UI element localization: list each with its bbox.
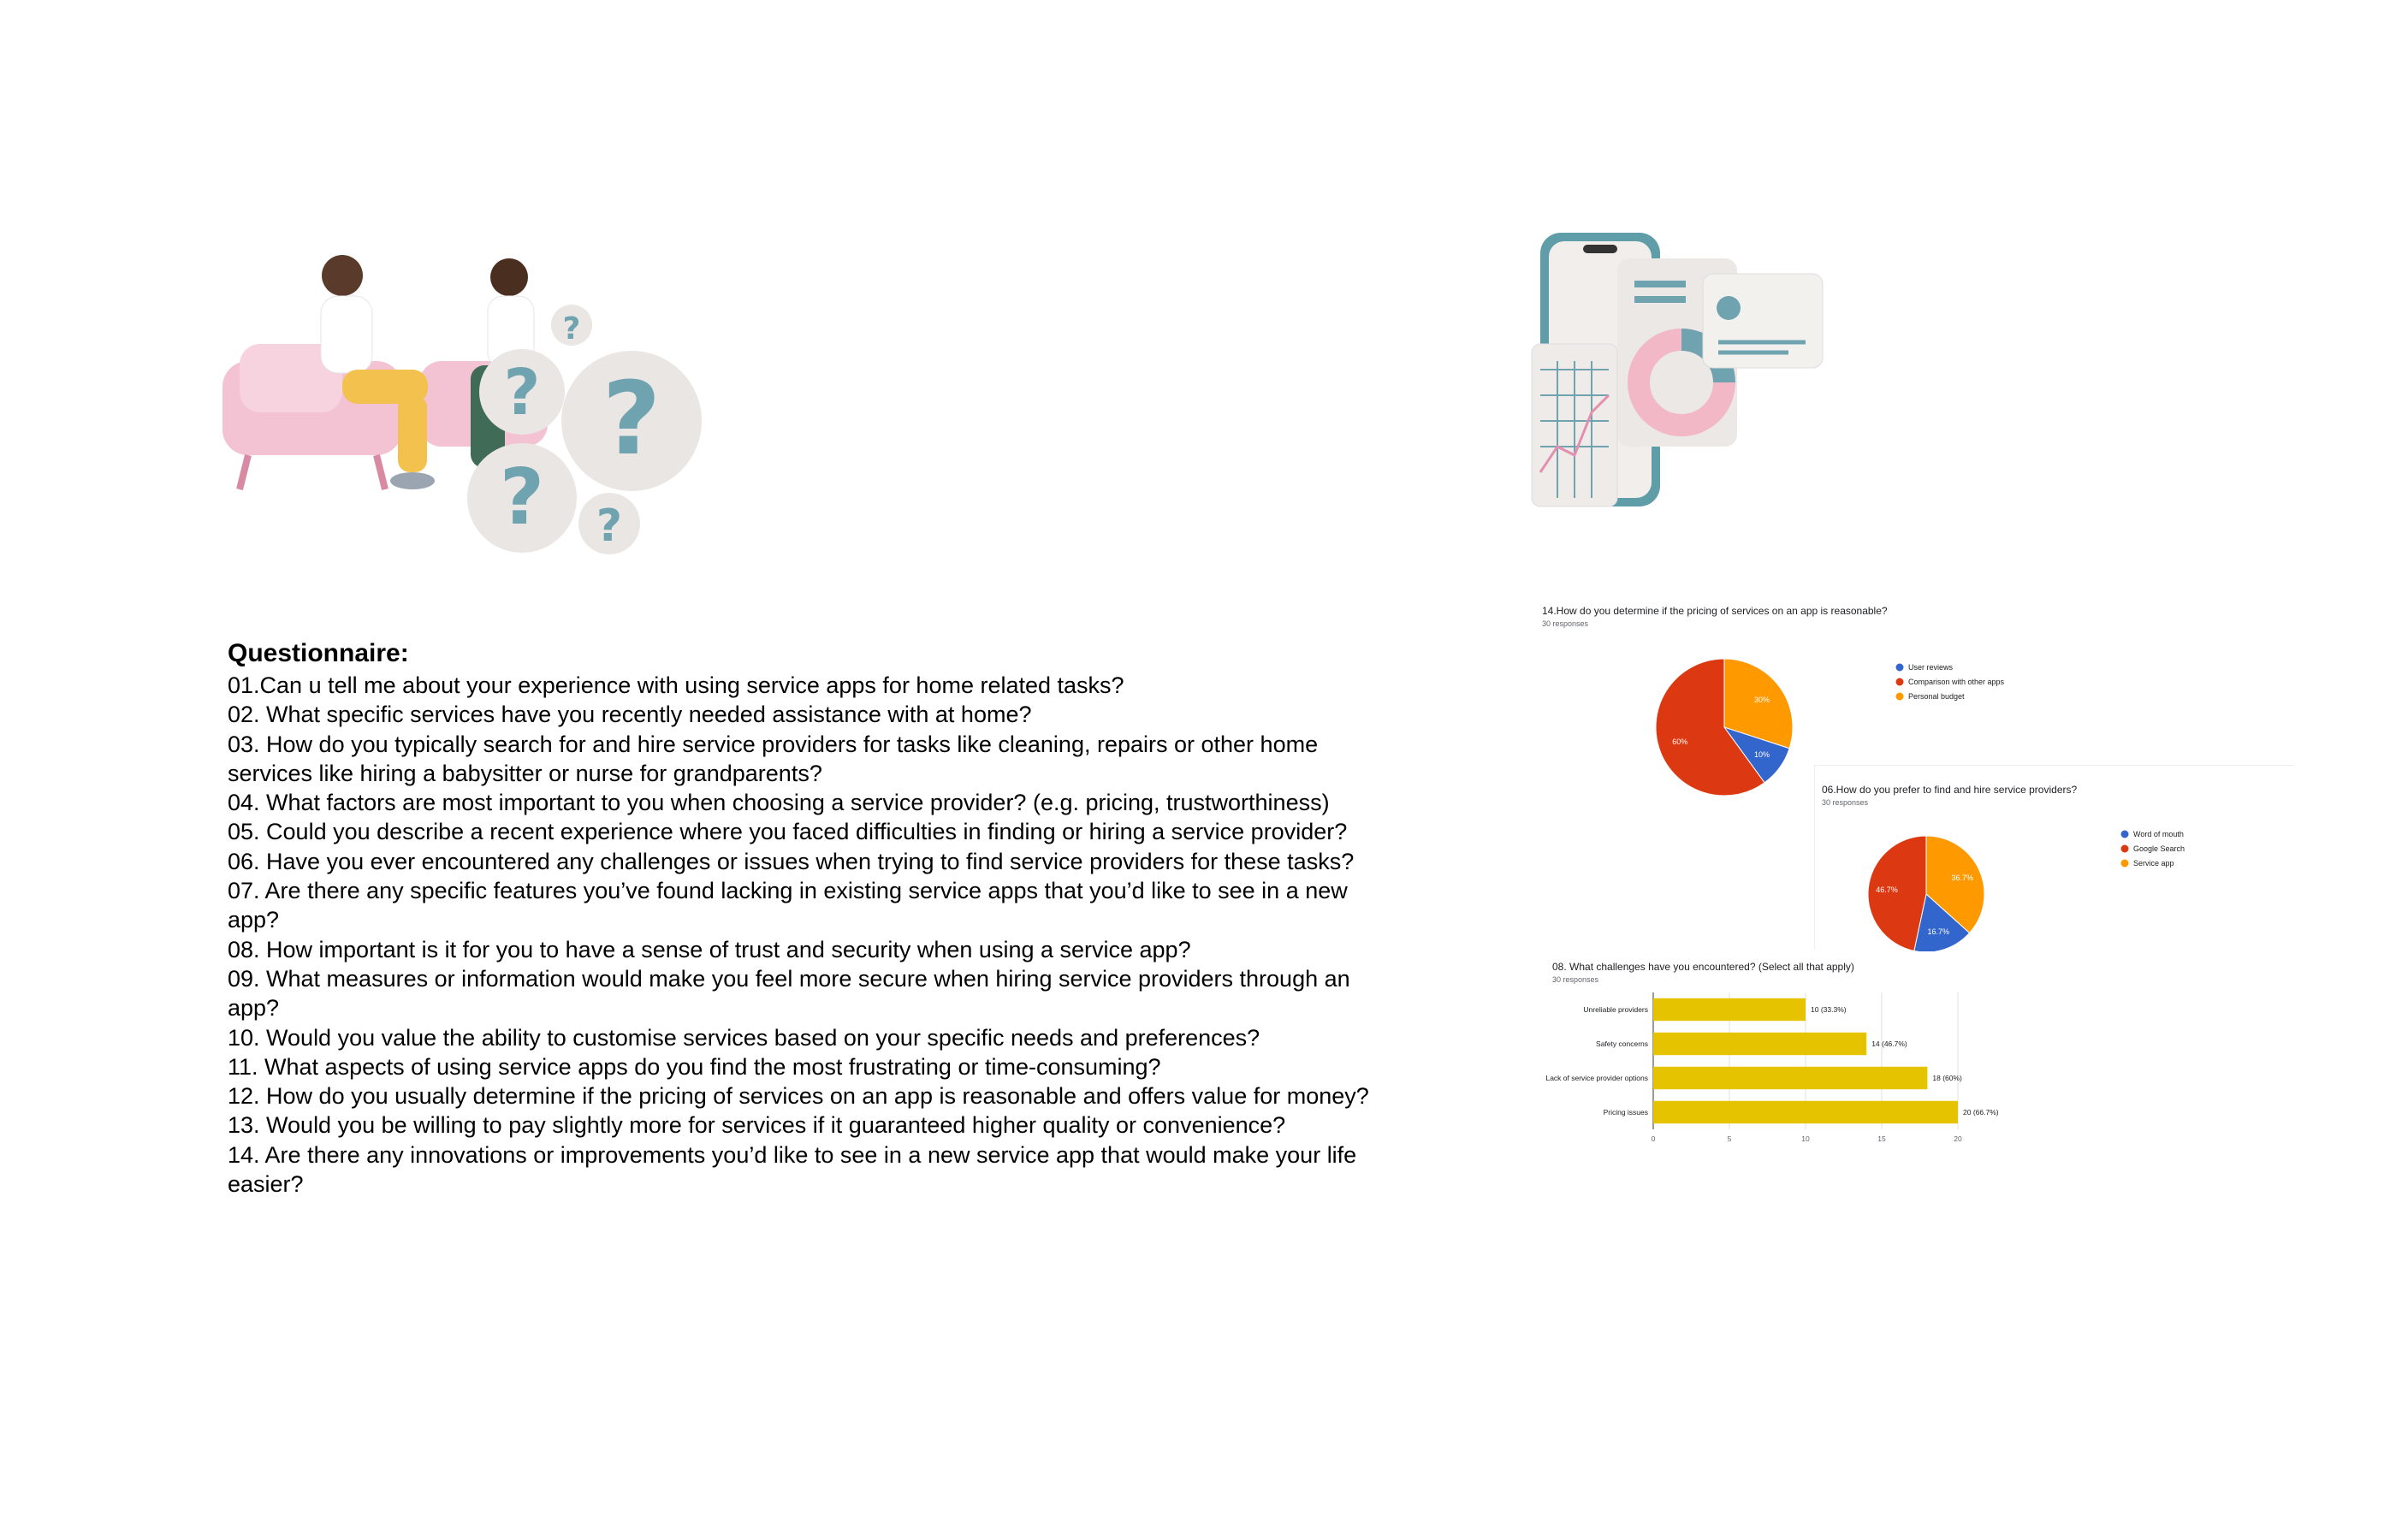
svg-text:?: ? (562, 311, 581, 346)
question-line: 02. What specific services have you recently needed assistance with at home? (228, 702, 1032, 728)
question-line: 01.Can u tell me about your experience with using service apps for home related tasks? (228, 672, 1124, 698)
chair-leg (377, 455, 385, 489)
question-line: services like hiring a babysitter or nurse for grandparents? (228, 760, 822, 786)
slice-label: 16.7% (1927, 927, 1950, 936)
person-left-head (322, 255, 363, 296)
question-line: 14. Are there any innovations or improvements you’d like to see in a new service app that would make your life (228, 1141, 1357, 1168)
legend-swatch (1896, 664, 1904, 672)
question-line: 12. How do you usually determine if the pricing of services on an app is reasonable and offers value for money? (228, 1083, 1369, 1110)
category-label: Pricing issues (1603, 1108, 1648, 1116)
person-left-leg (398, 395, 427, 472)
legend-label: Google Search (2133, 844, 2185, 853)
phone-analytics-illustration (1523, 224, 1831, 520)
svg-text:?: ? (503, 356, 541, 429)
question-line: 08. How important is it for you to have a sense of trust and security when using a service app? (228, 936, 1191, 962)
x-tick-label: 20 (1954, 1134, 1962, 1143)
chart-subtitle: 30 responses (1542, 619, 1589, 628)
bar-value-label: 20 (66.7%) (1963, 1108, 1999, 1116)
phone-notch (1583, 245, 1617, 253)
question-bubble-tiny (551, 305, 592, 346)
slice-label: 36.7% (1951, 874, 1974, 883)
x-tick-label: 0 (1651, 1134, 1656, 1143)
x-tick-label: 15 (1877, 1134, 1886, 1143)
category-label: Unreliable providers (1583, 1005, 1648, 1014)
bar (1653, 1033, 1866, 1055)
slice-label: 60% (1672, 737, 1688, 746)
avatar-icon (1717, 296, 1741, 320)
chart-title: 08. What challenges have you encountered? (Select all that apply) (1552, 961, 1854, 973)
legend-swatch (1896, 693, 1904, 701)
x-tick-label: 5 (1727, 1134, 1732, 1143)
challenges-bar-chart (1540, 951, 1999, 1144)
person-left-shoe (390, 472, 435, 489)
bar-value-label: 10 (33.3%) (1811, 1005, 1847, 1014)
svg-text:?: ? (602, 359, 661, 477)
svg-text:?: ? (596, 500, 623, 552)
chart-subtitle: 30 responses (1552, 975, 1599, 984)
question-bubble-bottom (467, 443, 577, 553)
phone-illustration-svg (1523, 224, 1831, 520)
legend-label: Word of mouth (2133, 830, 2184, 838)
question-line: 03. How do you typically search for and hire service providers for tasks like cleaning, repairs or other home (228, 731, 1319, 757)
legend-label: Comparison with other apps (1908, 678, 2005, 686)
legend-label: Personal budget (1908, 692, 1965, 701)
category-label: Lack of service provider options (1545, 1074, 1648, 1082)
questionnaire-list (228, 671, 1443, 1199)
chart-title: 14.How do you determine if the pricing of services on an app is reasonable? (1542, 605, 1888, 617)
question-line: 05. Could you describe a recent experience where you faced difficulties in finding or hiring a service provider? (228, 819, 1348, 845)
question-line: 11. What aspects of using service apps do you find the most frustrating or time-consuming? (228, 1053, 1161, 1080)
bar-value-label: 14 (46.7%) (1871, 1040, 1907, 1048)
x-tick-label: 10 (1801, 1134, 1810, 1143)
svg-text:?: ? (499, 453, 545, 542)
question-line: 10. Would you value the ability to customise services based on your specific needs and preferences? (228, 1024, 1260, 1051)
interview-illustration-svg (214, 224, 719, 566)
challenges-bar-chart-panel (1540, 951, 1999, 1144)
question-bubble-small (578, 493, 640, 554)
questionnaire-title: Questionnaire: (228, 639, 409, 667)
category-label: Safety concerns (1596, 1040, 1648, 1048)
legend-label: User reviews (1908, 663, 1954, 672)
legend-label: Service app (2133, 859, 2174, 868)
question-line: app? (228, 907, 280, 933)
question-line: 13. Would you be willing to pay slightly more for services if it guaranteed higher quality or convenience? (228, 1112, 1286, 1139)
chart-title: 06.How do you prefer to find and hire service providers? (1822, 784, 2078, 796)
person-right-head (490, 258, 528, 296)
chart-subtitle: 30 responses (1822, 798, 1869, 807)
interview-question-marks-illustration (214, 224, 719, 566)
question-line: 06. Have you ever encountered any challenges or issues when trying to find service providers for these tasks? (228, 848, 1355, 874)
legend-swatch (2121, 831, 2129, 838)
find-providers-pie-chart (1815, 766, 2294, 950)
question-line: 07. Are there any specific features you’ve found lacking in existing service apps that you’d like to see in a new (228, 878, 1348, 904)
questionnaire-section (228, 638, 1443, 1199)
chair-leg (240, 455, 248, 489)
question-line: 04. What factors are most important to you when choosing a service provider? (e.g. pricing, trustworthiness) (228, 790, 1330, 816)
person-left-shirt (321, 296, 372, 373)
slice-label: 30% (1754, 696, 1770, 705)
legend-swatch (2121, 845, 2129, 853)
find-providers-pie-chart-panel (1814, 765, 2294, 950)
question-bubble-large (561, 351, 702, 491)
bar (1653, 1067, 1927, 1089)
question-line: 09. What measures or information would make you feel more secure when hiring service providers through an (228, 965, 1350, 992)
slice-label: 46.7% (1876, 886, 1898, 895)
slice-label: 10% (1754, 749, 1770, 759)
legend-swatch (1896, 678, 1904, 686)
question-line: easier? (228, 1171, 304, 1198)
legend-swatch (2121, 860, 2129, 868)
question-bubble-medium (479, 349, 565, 435)
bar (1653, 1101, 1958, 1123)
question-line: app? (228, 995, 280, 1022)
bar (1653, 998, 1806, 1021)
bar-value-label: 18 (60%) (1932, 1074, 1962, 1082)
